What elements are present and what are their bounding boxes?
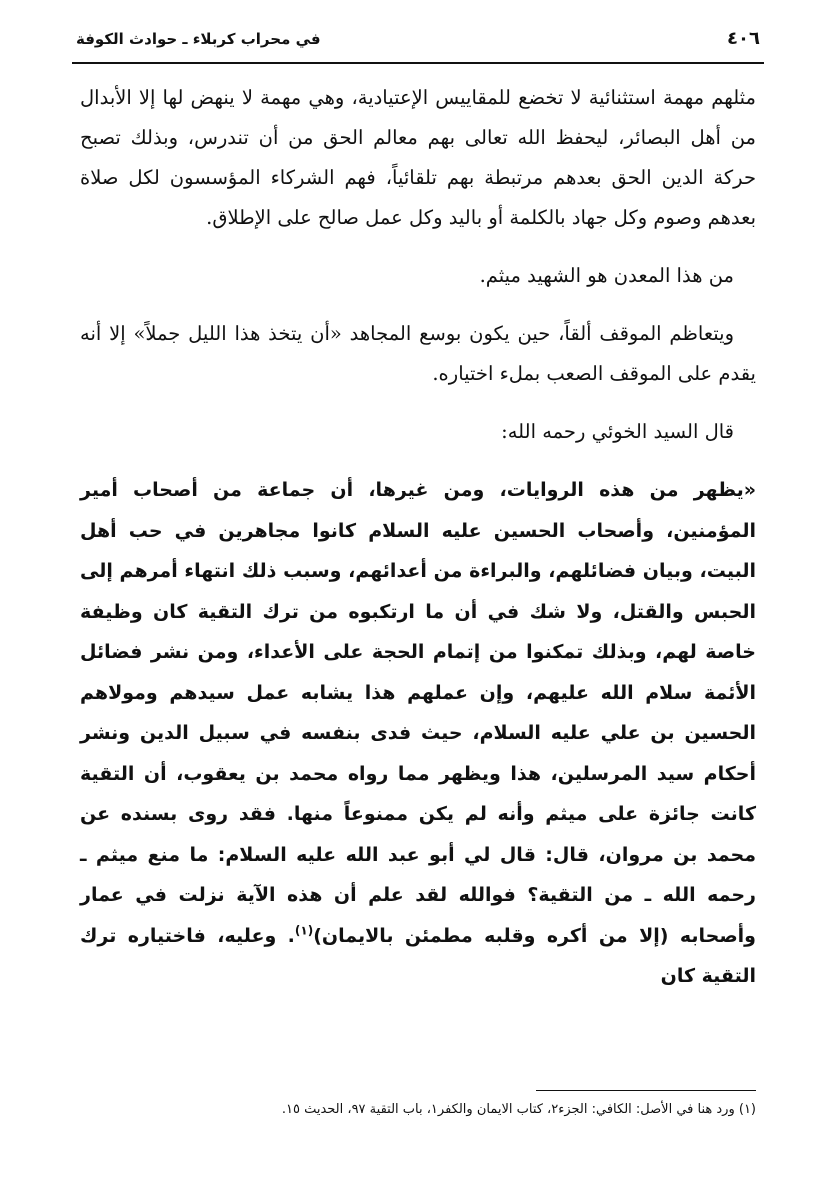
paragraph-3: ويتعاظم الموقف ألقاً، حين يكون بوسع المجاهد «أن يتخذ هذا الليل جملاً» إلا أنه يقدم على الموقف الصعب بملء اختياره. (80, 322, 756, 385)
running-title: في محراب كربلاء ـ حوادث الكوفة (76, 30, 321, 48)
body-text (80, 78, 756, 997)
footnote-marker: (١) (294, 923, 314, 938)
quotation (80, 470, 756, 997)
page-number: ٤٠٦ (727, 28, 760, 49)
paragraph-4: قال السيد الخوئي رحمه الله: (501, 420, 734, 443)
footnote: (١) ورد هنا في الأصل: الكافي: الجزء٢، كتاب الايمان والكفر١، باب التقية ٩٧، الحديث ١٥. (281, 1102, 756, 1117)
page-header (72, 28, 764, 64)
quotation-text: «يظهر من هذه الروايات، ومن غيرها، أن جماعة من أصحاب أمير المؤمنين، وأصحاب الحسين عليه السلام كانوا مجاهرين في حب أهل البيت، وبيان فضائلهم، والبراءة من أعدائهم، وسبب ذلك انتهاء أمرهم إلى الحبس والقتل، ولا شك في أن ما ارتكبوه من ترك التقية كان وظيفة خاصة لهم، وبذلك تمكنوا من إتمام الحجة على الأعداء، ومن نشر فضائل الأئمة سلام الله عليهم، وإن عملهم هذا يشابه عمل سيدهم ومولاهم الحسين بن علي عليه السلام، حيث فدى بنفسه في سبيل الدين ونشر أحكام سيد المرسلين، هذا ويظهر مما رواه محمد بن يعقوب، أن التقية كانت جائزة على ميثم وأنه لم يكن ممنوعاً منها. فقد روى بسنده عن محمد بن مروان، قال: قال لي أبو عبد الله عليه السلام: ما منع ميثم ـ رحمه الله ـ من التقية؟ فوالله لقد علم أن هذه الآية نزلت في عمار وأصحابه (إلا من أكره وقلبه مطمئن بالايمان) (80, 479, 756, 947)
quotation-continuation: . وعليه، فاختياره ترك التقية كان (80, 924, 756, 987)
paragraph-2: من هذا المعدن هو الشهيد ميثم. (479, 264, 734, 287)
paragraph-1: مثلهم مهمة استثنائية لا تخضع للمقاييس الإعتيادية، وهي مهمة لا ينهض لها إلا الأبدال من أهل البصائر، ليحفظ الله تعالى بهم معالم الحق من أن تندرس، وبذلك تصبح حركة الدين الحق بعدهم مرتبطة بهم تلقائياً، فهم الشركاء المؤسسون لكل صلاة بعدهم وصوم وكل جهاد بالكلمة أو باليد وكل عمل صالح على الإطلاق. (80, 86, 756, 229)
footnote-divider (536, 1090, 756, 1091)
